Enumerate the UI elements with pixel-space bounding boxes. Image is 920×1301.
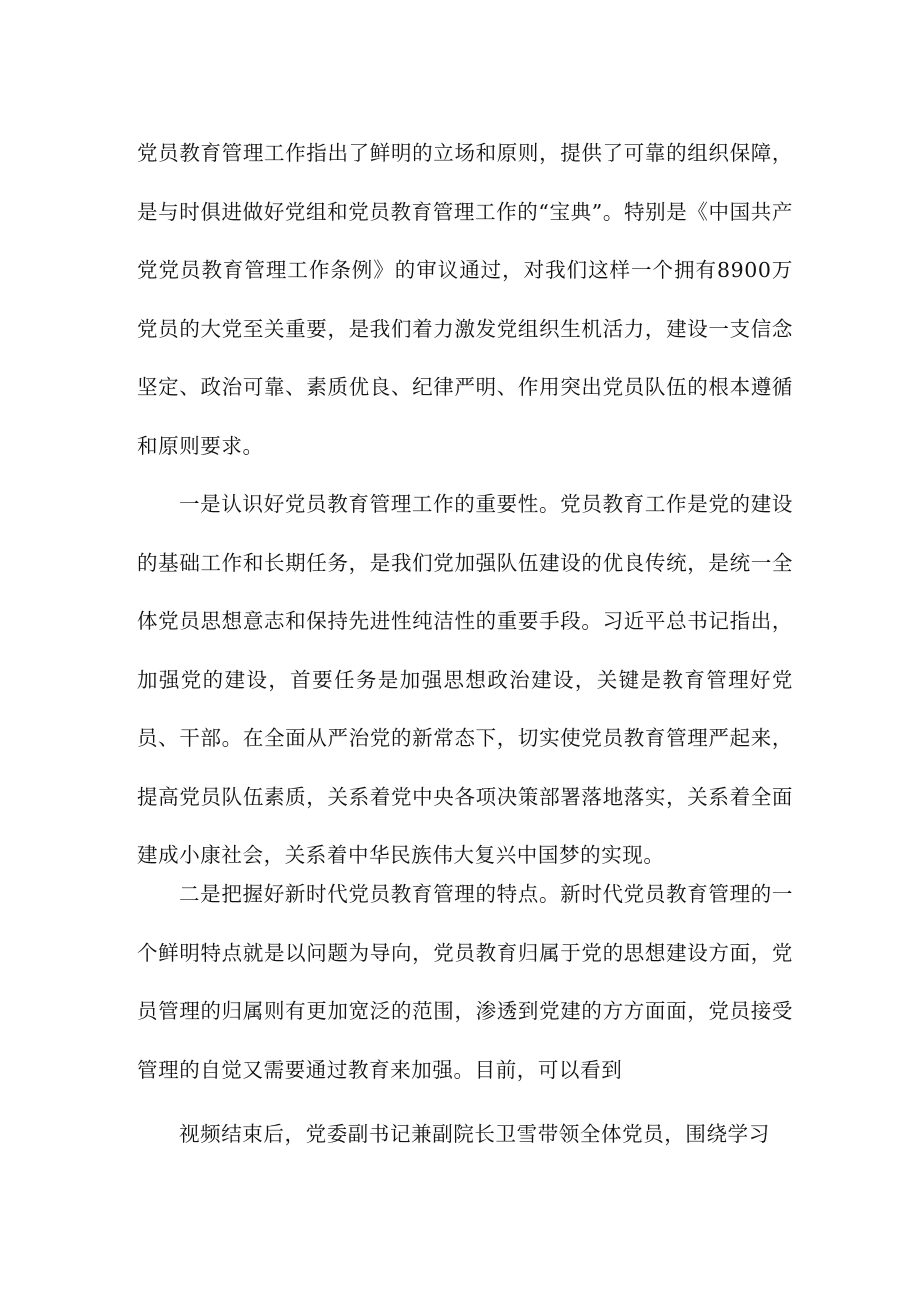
paragraph-point-one: 一是认识好党员教育管理工作的重要性。党员教育工作是党的建设的基础工作和长期任务，是我们党加强队伍建设的优良传统，是统一全体党员思想意志和保持先进性纯洁性的重要手段。习近平总书记指出，加强党的建设，首要任务是加强思想政治建设，关键是教育管理好党员、干部。在全面从严治党的新常态下，切实使党员教育管理严起来，提高党员队伍素质，关系着党中央各项决策部署落地落实，关系着全面建成小康社会，关系着中华民族伟大复兴中国梦的实现。 [137,492,793,867]
paragraph-intro: 党员教育管理工作指出了鲜明的立场和原则，提供了可靠的组织保障，是与时俱进做好党组和党员教育管理工作的“宝典”。特别是《中国共产党党员教育管理工作条例》的审议通过，对我们这样一个拥有8900万党员的大党至关重要，是我们着力激发党组织生机活力，建设一支信念坚定、政治可靠、素质优良、纪律严明、作用突出党员队伍的根本遵循和原则要求。 [137,141,793,458]
paragraph-point-two: 二是把握好新时代党员教育管理的特点。新时代党员教育管理的一个鲜明特点就是以问题为导向，党员教育归属于党的思想建设方面，党员管理的归属则有更加宽泛的范围，渗透到党建的方方面面，党员接受管理的自觉又需要通过教育来加强。目前，可以看到 [137,882,793,1082]
paragraph-video-summary: 视频结束后，党委副书记兼副院长卫雪带领全体党员，围绕学习 [179,1122,770,1146]
